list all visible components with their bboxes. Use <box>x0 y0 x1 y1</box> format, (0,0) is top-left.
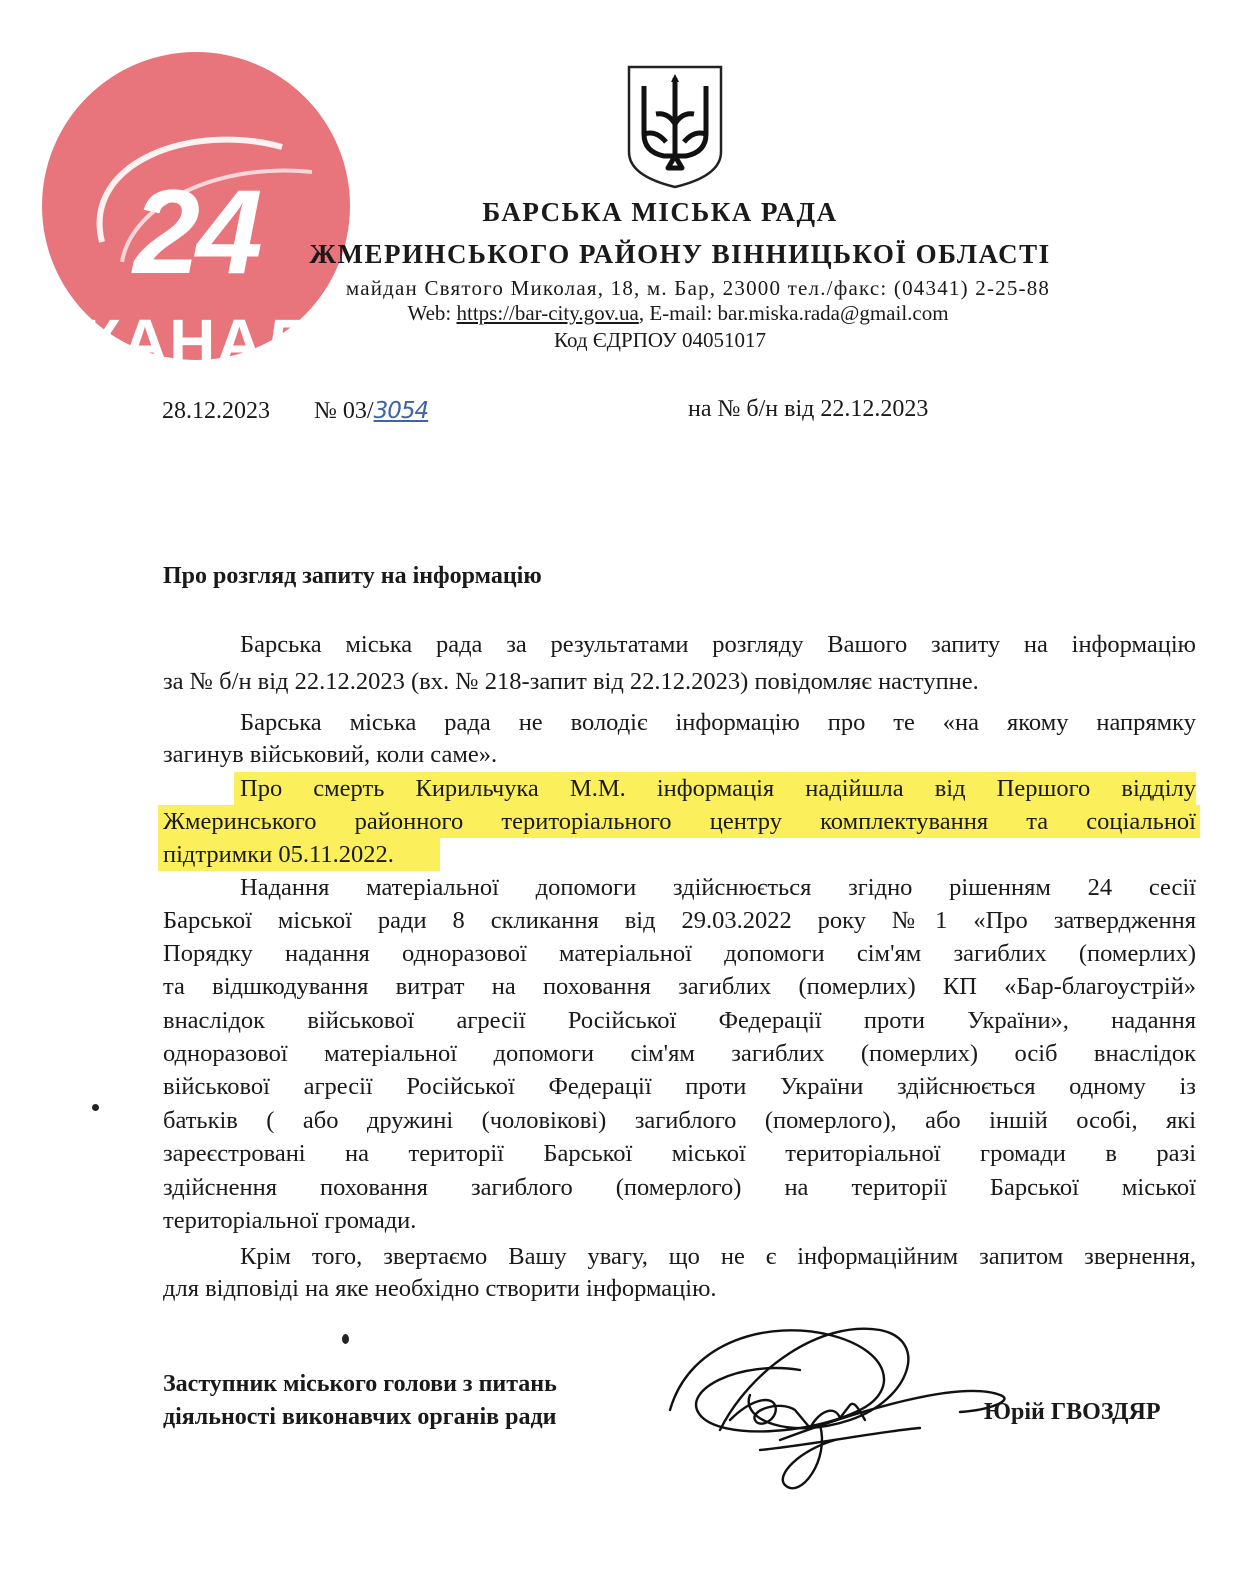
body-line: територіальної громади. <box>163 1207 417 1234</box>
body-line: військової агресії Російської Федерації проти України здійснюється одному із <box>163 1073 1196 1100</box>
trident-emblem-icon <box>626 64 724 190</box>
body-line: Порядку надання одноразової матеріальної допомоги сім'ям загиблих (померлих) <box>163 940 1196 967</box>
body-line: зареєстровані на території Барської міської територіальної громади в разі <box>163 1140 1196 1167</box>
scan-speck <box>342 1334 349 1344</box>
document-date: 28.12.2023 <box>162 398 270 424</box>
signatory-title-line2: діяльності виконавчих органів ради <box>163 1404 557 1430</box>
document-number-prefix: № 03/ <box>314 398 374 424</box>
body-line: здійснення поховання загиблого (померлого) на території Барської міської <box>163 1174 1196 1201</box>
body-line: внаслідок військової агресії Російської Федерації проти України», надання <box>163 1007 1196 1034</box>
body-line: одноразової матеріальної допомоги сім'ям загиблих (померлих) осіб внаслідок <box>163 1040 1196 1067</box>
signatory-name: Юрій ГВОЗДЯР <box>984 1399 1161 1425</box>
body-line: Крім того, звертаємо Вашу увагу, що не є інформаційним запитом звернення, <box>240 1243 1196 1270</box>
body-line: батьків ( або дружині (чоловікові) загиблого (померлого), або іншій особі, які <box>163 1107 1196 1134</box>
body-line: для відповіді на яке необхідно створити інформацію. <box>163 1275 717 1302</box>
body-line: та відшкодування витрат на поховання загиблих (померлих) КП «Бар-благоустрій» <box>163 973 1196 1000</box>
logo-word: КАНАЛ <box>81 306 311 378</box>
highlighted-line: підтримки 05.11.2022. <box>158 838 440 871</box>
highlighted-line: Про смерть Кирильчука М.М. інформація надійшла від Першого відділу <box>234 772 1196 805</box>
edrpou-code: Код ЄДРПОУ 04051017 <box>554 328 766 352</box>
website-link[interactable]: https://bar-city.gov.ua <box>456 301 639 325</box>
signatory-title-line1: Заступник міського голови з питань <box>163 1371 557 1397</box>
email-text: , E-mail: bar.miska.rada@gmail.com <box>638 301 949 325</box>
scan-speck <box>92 1104 99 1111</box>
body-line: загинув військовий, коли саме». <box>163 741 498 768</box>
organization-address: майдан Святого Миколая, 18, м. Бар, 23000 тел./факс: (04341) 2-25-88 <box>345 276 1051 300</box>
organization-contacts <box>48 301 1260 326</box>
document-number-handwritten: 3054 <box>373 398 429 424</box>
reference-number: на № б/н від 22.12.2023 <box>688 396 929 422</box>
organization-district: ЖМЕРИНСЬКОГО РАЙОНУ ВІННИЦЬКОЇ ОБЛАСТІ <box>309 239 1051 269</box>
body-line: за № б/н від 22.12.2023 (вх. № 218-запит від 22.12.2023) повідомляє наступне. <box>163 668 979 695</box>
logo-number: 24 <box>133 165 259 299</box>
body-line: Барської міської ради 8 скликання від 29.03.2022 року №1 «Про затвердження <box>163 907 1196 934</box>
highlighted-line: Жмеринського районного територіального центру комплектування та соціальної <box>158 805 1200 838</box>
organization-name: БАРСЬКА МІСЬКА РАДА <box>482 197 838 227</box>
handwritten-signature <box>660 1300 1020 1510</box>
document-number <box>314 398 428 425</box>
body-line: Барська міська рада за результатами розгляду Вашого запиту на інформацію <box>240 631 1196 658</box>
letter-subject: Про розгляд запиту на інформацію <box>163 563 542 589</box>
body-line: Надання матеріальної допомоги здійснюється згідно рішенням 24 сесії <box>240 874 1196 901</box>
body-line: Барська міська рада не володіє інформацію про те «на якому напрямку <box>240 709 1196 736</box>
web-label: Web: <box>407 301 457 325</box>
